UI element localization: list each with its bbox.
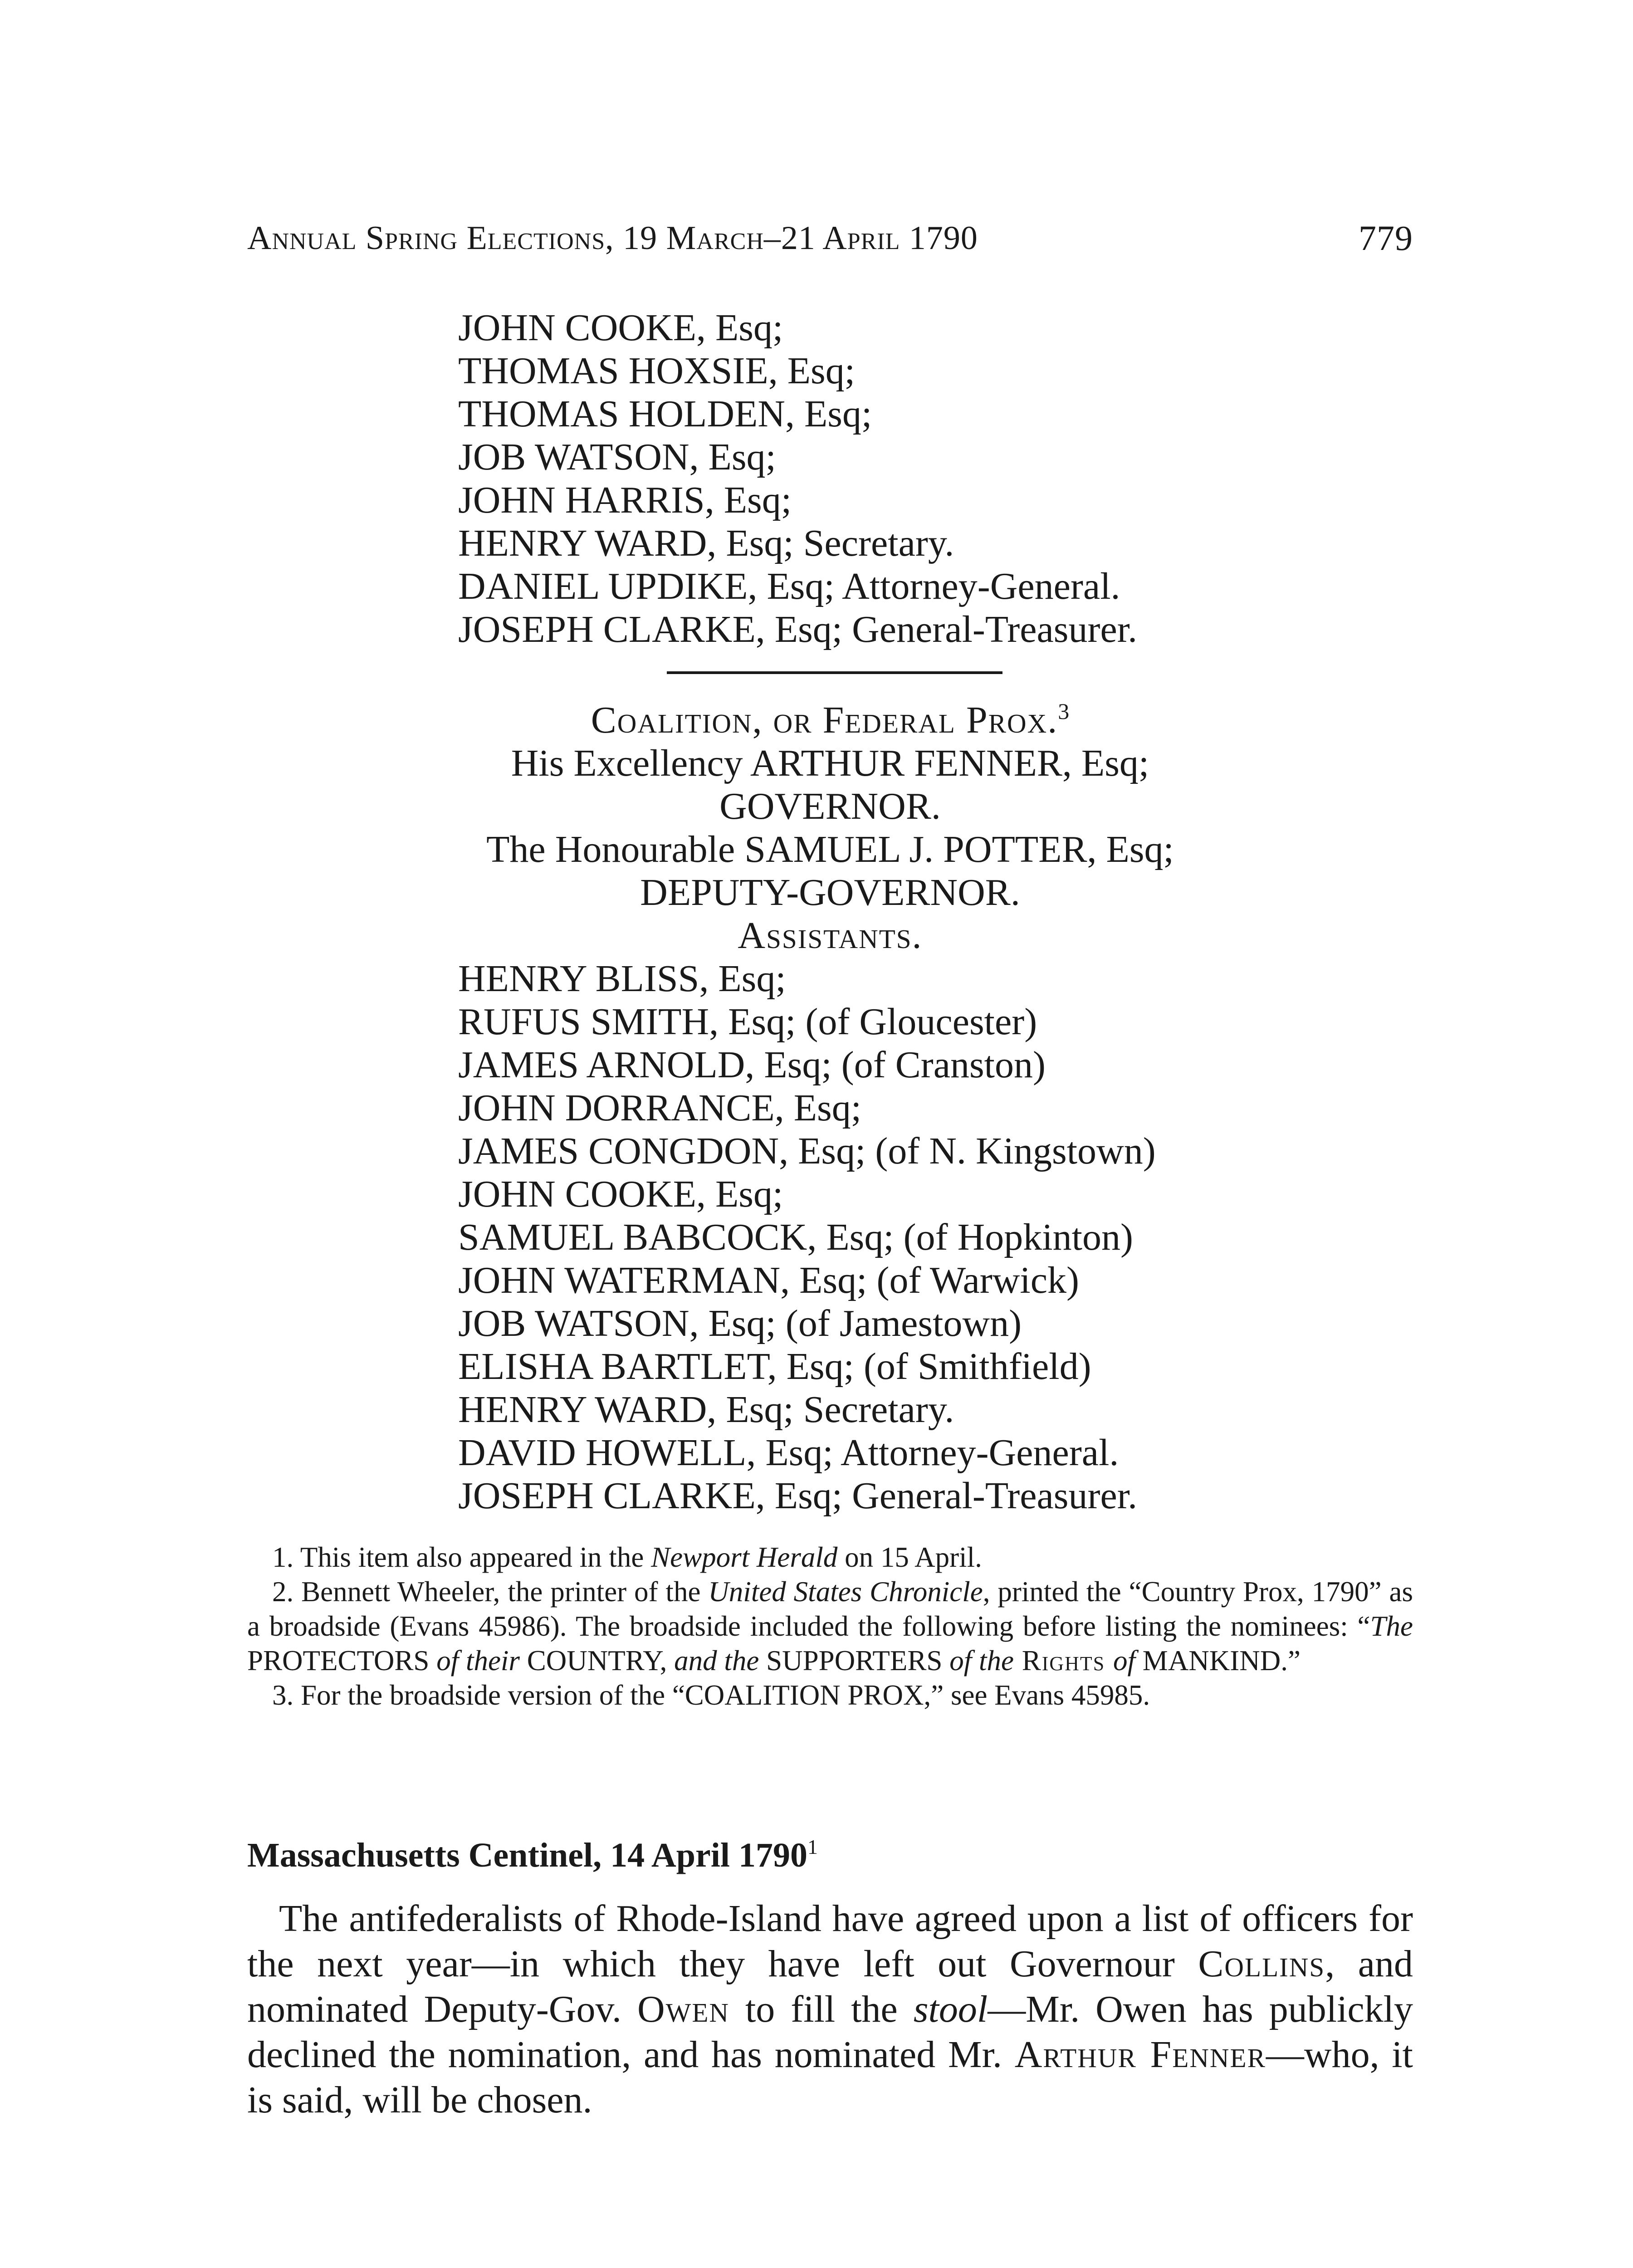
item-text: JOHN COOKE, Esq; <box>458 1173 783 1215</box>
article-body <box>247 1896 1413 2123</box>
item-text: HENRY WARD, Esq; Secretary. <box>458 1388 954 1431</box>
coalition-heading-text: Coalition, or Federal Prox. <box>591 699 1058 741</box>
footnote-ref: 1 <box>807 1835 818 1858</box>
item-text: HENRY BLISS, Esq; <box>458 958 786 1000</box>
footnote-text: COUNTRY, <box>519 1645 675 1677</box>
item-text: JOHN DORRANCE, Esq; <box>458 1087 862 1129</box>
footnote-3: 3. For the broadside version of the “COALITION PROX,” see Evans 45985. <box>272 1679 1150 1711</box>
footnote-text: SUPPORTERS <box>759 1645 950 1677</box>
item-text: JOB WATSON, Esq; <box>458 436 776 478</box>
item-text: JOHN HARRIS, Esq; <box>458 479 792 521</box>
footnote-italic: of their <box>436 1645 520 1677</box>
deputy-title: DEPUTY-GOVERNOR. <box>640 871 1020 914</box>
footnote-smallcaps: Rights <box>1013 1645 1114 1677</box>
body-smallcaps: Arthur Fenner <box>1014 2033 1266 2076</box>
body-text: , and nominated Deputy-Gov. <box>247 1943 1413 2030</box>
item-text: JOB WATSON, Esq; (of Jamestown) <box>458 1302 1022 1344</box>
article-heading-text: Massachusetts Centinel, 14 April 1790 <box>247 1836 807 1874</box>
footnote-1 <box>247 1540 1413 1574</box>
item-text: JOSEPH CLARKE, Esq; General-Treasurer. <box>458 1475 1138 1517</box>
body-text: —Mr. Owen has publickly declined the nomination, and has nominated Mr. <box>247 1988 1413 2076</box>
running-head-title: Annual Spring Elections, 19 March–21 April 1790 <box>247 220 978 257</box>
footnote-italic: The <box>1370 1610 1413 1642</box>
item-text: DANIEL UPDIKE, Esq; Attorney-General. <box>458 565 1120 607</box>
body-smallcaps: Owen <box>637 1988 729 2030</box>
item-text: DAVID HOWELL, Esq; Attorney-General. <box>458 1432 1119 1474</box>
body-text: The antifederalists of Rhode-Island have agreed upon a list of officers for the next year—in which they have left out Governour <box>247 1897 1413 1985</box>
footnote-text: , printed the “Country Prox, 1790” as a broadside (Evans 45986). The broadside included the following before listing the nominees: “ <box>247 1576 1413 1642</box>
running-head <box>247 215 1413 261</box>
item-text: JOSEPH CLARKE, Esq; General-Treasurer. <box>458 608 1138 650</box>
section-divider <box>667 671 1002 674</box>
page-number: 779 <box>1359 218 1413 258</box>
footnote-2 <box>247 1574 1413 1678</box>
item-text: ELISHA BARTLET, Esq; (of Smithfield) <box>458 1345 1091 1388</box>
article-heading <box>247 1833 1413 1878</box>
item-text: JOHN WATERMAN, Esq; (of Warwick) <box>458 1259 1079 1301</box>
assistants-heading: Assistants. <box>738 914 923 957</box>
footnote-ref: 3 <box>1058 699 1070 724</box>
governor-title: GOVERNOR. <box>719 785 941 827</box>
footnotes <box>247 1540 1413 1712</box>
item-text: JOHN COOKE, Esq; <box>458 307 783 349</box>
footnote-text: on 15 April. <box>837 1541 982 1573</box>
footnote-italic: Newport Herald <box>651 1541 838 1573</box>
deputy-line: The Honourable SAMUEL J. POTTER, Esq; <box>486 828 1174 870</box>
item-text: HENRY WARD, Esq; Secretary. <box>458 522 954 564</box>
footnote-italic: and the <box>674 1645 759 1677</box>
coalition-heading <box>247 699 1413 742</box>
footnote-italic: of <box>1113 1645 1136 1677</box>
footnote-text: MANKIND.” <box>1135 1645 1301 1677</box>
footnote-text: 1. This item also appeared in the <box>272 1541 651 1573</box>
body-italic: stool <box>913 1988 988 2030</box>
item-text: SAMUEL BABCOCK, Esq; (of Hopkinton) <box>458 1216 1133 1258</box>
body-text: to fill the <box>729 1988 914 2030</box>
footnote-text: 2. Bennett Wheeler, the printer of the <box>272 1576 709 1608</box>
item-text: THOMAS HOXSIE, Esq; <box>458 350 856 392</box>
governor-line: His Excellency ARTHUR FENNER, Esq; <box>511 742 1149 784</box>
item-text: JAMES ARNOLD, Esq; (of Cranston) <box>458 1044 1046 1086</box>
body-smallcaps: Collins <box>1198 1943 1325 1985</box>
item-text: RUFUS SMITH, Esq; (of Gloucester) <box>458 1001 1037 1043</box>
item-text: THOMAS HOLDEN, Esq; <box>458 393 872 435</box>
article-paragraph <box>247 1896 1413 2123</box>
body-text: —who, it is said, will be chosen. <box>247 2033 1413 2121</box>
item-text: JAMES CONGDON, Esq; (of N. Kingstown) <box>458 1130 1156 1172</box>
footnote-italic: United States Chronicle <box>708 1576 983 1608</box>
footnote-text: PROTECTORS <box>247 1645 437 1677</box>
footnote-italic: of the <box>949 1645 1014 1677</box>
